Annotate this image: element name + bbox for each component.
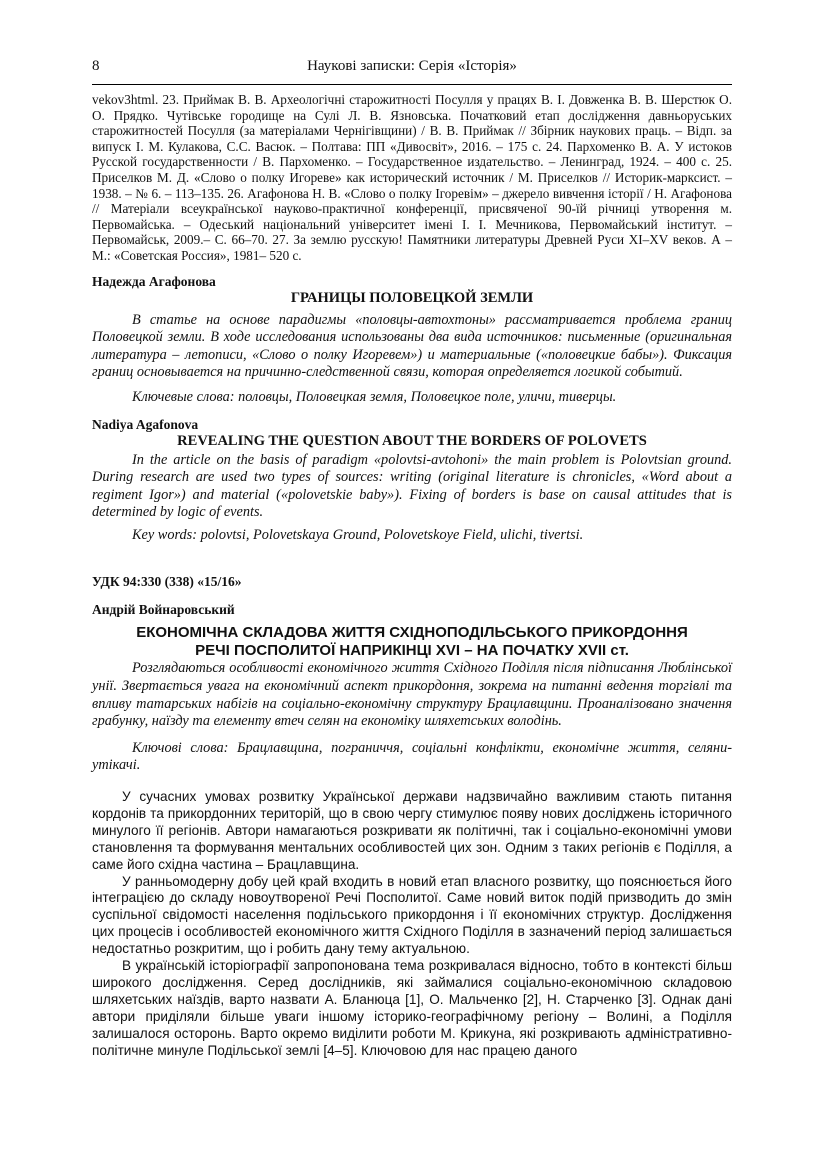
udk-code: УДК 94:330 (338) «15/16» <box>92 574 242 590</box>
references-tail: vekov3html. 23. Приймак В. В. Археологічні старожитності Посулля у працях В. І. Довженка В. В. Шерстюк О. О. Прядко. Чутівське городище на Сулі Л. В. Язновська. Початковий етап дослідження давньоруських старожитностей Посулля (за матеріалами Чернігівщини) / В. В. Приймак // Збірник наукових праць. – Відп. за випуск І. М. Кулакова, С.С. Васюк. – Полтава: ПП «Дивосвіт», 2016. – 175 с. 24. Пархоменко В. А. У истоков Русской государственности / В. Пархоменко. – Государственное издательство. – Ленинград, 1924. – 400 с. 25. Приселков М. Д. «Слово о полку Игореве» как исторический источник / М. Приселков // Историк-марксист. – 1938. – № 6. – 113–135. 26. Агафонова Н. В. «Слово о полку Ігоревім» – джерело вивчення історії / Н. Агафонова // Матеріали всеукраїнської науково-практичної конференції, присвяченої 90-їй річниці утворення м. Первомайська. – Одеський національний університет імені І. І. Мечникова, Первомайський інститут. – Первомайськ, 2009.– С. 66–70. 27. За землю русскую! Памятники литературы Древней Руси XI–XV веков. А – М.: «Советская Россия», 1981– 520 с. <box>92 92 732 263</box>
ru-title: ГРАНИЦЫ ПОЛОВЕЦКОЙ ЗЕМЛИ <box>290 289 534 306</box>
page-number: 8 <box>92 58 100 74</box>
header-rule <box>92 84 732 85</box>
journal-title: Наукові записки: Серія «Історія» <box>307 58 517 74</box>
page-header <box>92 58 732 80</box>
body-paragraph: У сучасних умовах розвитку Української держави надзвичайно важливим стають питання кордонів та прикордонних територій, що в свою чергу стимулює появу нових досліджень історичного минулого її регіонів. Автори намагаються розкривати як політичні, так і соціально-економічні умови становлення та формування ментальних особливостей цих зон. Одним з таких регіонів є Поділля, а саме його східна частина – Брацлавщина. <box>92 789 732 872</box>
article-title-line-2: РЕЧІ ПОСПОЛИТОЇ НАПРИКІНЦІ XVI – НА ПОЧАТКУ XVII ст. <box>195 642 629 660</box>
en-title: REVEALING THE QUESTION ABOUT THE BORDERS OF POLOVETS <box>177 432 647 449</box>
en-keywords: Key words: polovtsi, Polovetskaya Ground, Polovetskoye Field, ulichi, tivertsi. <box>132 526 584 543</box>
article-keywords: Ключові слова: Брацлавщина, пограниччя, соціальні конфлікти, економічне життя, селяни-утікачі. <box>92 739 732 774</box>
article-author: Андрій Войнаровський <box>92 602 235 618</box>
article-title-line-1: ЕКОНОМІЧНА СКЛАДОВА ЖИТТЯ СХІДНОПОДІЛЬСЬКОГО ПРИКОРДОННЯ <box>136 624 688 642</box>
page-content <box>92 92 732 1060</box>
body-paragraph: В українській історіографії запропонована тема розкривалася відносно, тобто в контексті більш широкого дослідження. Серед дослідників, які займалися соціально-економічною складовою шляхетських наїздів, варто назвати А. Бланюца [1], О. Мальченко [2], Н. Старченко [3]. Однак дані автори приділяли більше уваги іншому історико-географічному регіону – Волині, а Поділля залишалося осторонь. Варто окремо виділити роботи М. Крикуна, які розкривають адміністративно-політичне минуле Подільської землі [4–5]. Ключовою для нас працею даного <box>92 958 732 1058</box>
ru-abstract: В статье на основе парадигмы «половцы-автохтоны» рассматривается проблема границ Половецкой земли. В ходе исследования использованы два вида источников: письменные (оригинальная литература – летописи, «Слово о полку Игоревем») и материальные («половецкие бабы»). Фиксация границ основывается на причинно-следственной связи, которая определяется логикой событий. <box>92 311 732 381</box>
article-abstract: Розглядаються особливості економічного життя Східного Поділля після підписання Люблінської унії. Звертається увага на економічний аспект прикордоння, зокрема на питанні ведення торгівлі та впливу татарських набігів на соціально-економічну структуру Брацлавщини. Проаналізовано значення грабунку, наїзду та елементу втеч селян на економіку шляхетських володінь. <box>92 660 732 730</box>
ru-keywords: Ключевые слова: половцы, Половецкая земля, Половецкое поле, уличи, тиверцы. <box>132 388 617 405</box>
ru-author: Надежда Агафонова <box>92 273 216 289</box>
en-abstract: In the article on the basis of paradigm «polovtsi-avtohoni» the main problem is Polovtsian ground. During research are used two types of sources: writing (original literature is chronicles, «Word about a regiment Igor») and material («polovetskie baby»). Fixing of borders is base on causal attitudes that is determined by logic of events. <box>92 451 732 521</box>
en-author: Nadiya Agafonova <box>92 416 199 432</box>
body-paragraph: У ранньомодерну добу цей край входить в новий етап власного розвитку, що пояснюється його інтеграцією до складу новоутвореної Речі Посполитої. Саме новий виток подій призводить до змін суспільної свідомості населення подільського прикордоння і її економічних структур. Дослідження цих процесів і особливостей економічного життя Східного Поділля в зазначений період залишається недостатньо розкритим, що і робить дану тему актуальною. <box>92 873 732 957</box>
